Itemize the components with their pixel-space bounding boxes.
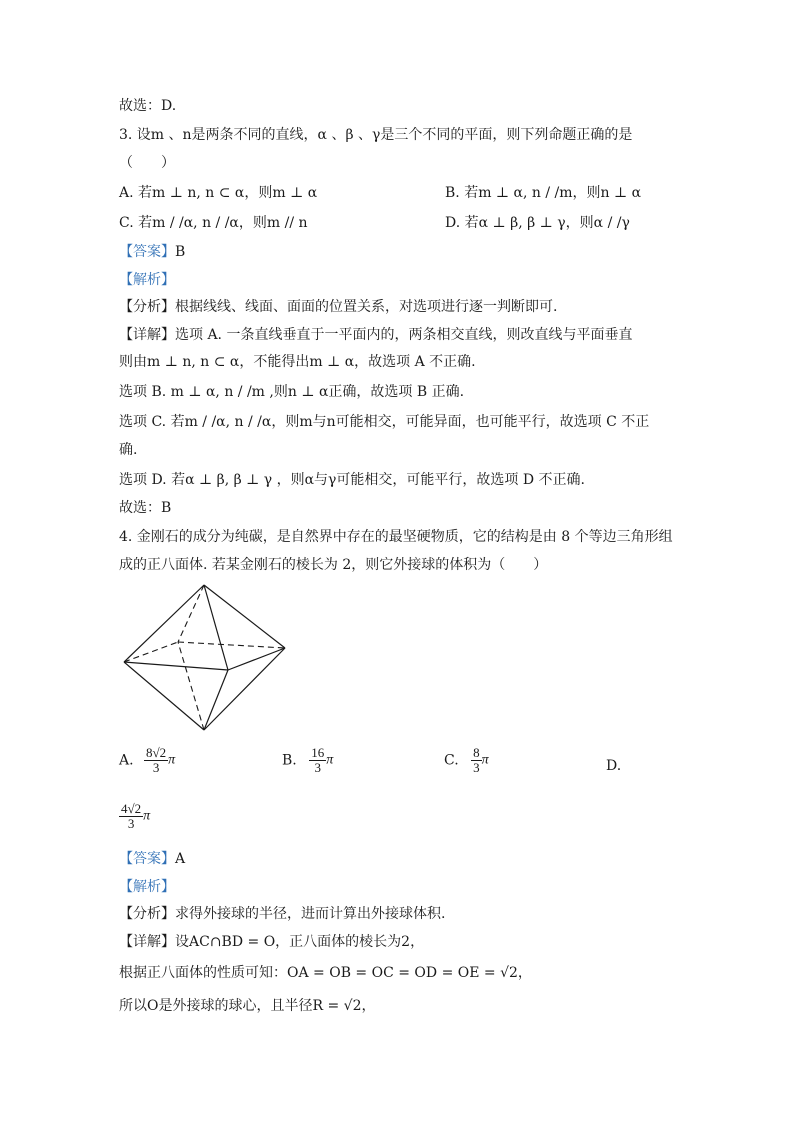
- xiangjie-tag: 【详解】: [119, 327, 175, 343]
- q3-option-d: D. 若α ⊥ β, β ⊥ γ，则α / /γ: [445, 215, 630, 231]
- edge-top-left: [124, 585, 204, 662]
- q4-stem-2: 成的正八面体. 若某金刚石的棱长为 2，则它外接球的体积为（ ）: [119, 557, 548, 573]
- option-c-denominator: 3: [473, 760, 480, 775]
- option-b-fraction: [309, 746, 326, 775]
- q3-xiangjie-6: 选项 D. 若α ⊥ β, β ⊥ γ ，则α与γ可能相交，可能平行，故选项 D 不正确.: [119, 472, 585, 488]
- q3-answer: [119, 242, 185, 262]
- option-d-fraction: [119, 802, 143, 831]
- q3-xiangjie-4: 选项 C. 若m / /α, n / /α，则m与n可能相交，可能异面，也可能平行，故选项 C 不正: [119, 414, 650, 430]
- pi-symbol: π: [143, 808, 151, 824]
- pi-symbol: π: [326, 752, 334, 768]
- q4-xiangjie-3: 所以O是外接球的球心，且半径R = √2，: [119, 998, 376, 1014]
- option-c-fraction: [471, 746, 482, 775]
- option-c-numerator: 8: [473, 745, 480, 760]
- hidden-bottom-back: [178, 642, 204, 730]
- q4-option-d: [606, 756, 621, 776]
- q3-fenxi: [119, 297, 557, 317]
- q4-stem-1: 4. 金刚石的成分为纯碳，是自然界中存在的最坚硬物质，它的结构是由 8 个等边三角形组: [119, 529, 673, 545]
- option-a-label: A.: [119, 752, 134, 769]
- option-a-fraction: [144, 746, 168, 775]
- q3-option-b: B. 若m ⊥ α, n / /m，则n ⊥ α: [445, 185, 642, 201]
- q3-xiangjie-3: 选项 B. m ⊥ α, n / /m ,则n ⊥ α正确，故选项 B 正确.: [119, 384, 465, 400]
- option-a-numerator: 8√2: [146, 745, 167, 760]
- option-d-numerator: 4√2: [121, 801, 142, 816]
- edge-bottom-left: [124, 662, 204, 730]
- q4-option-d-value: [119, 802, 150, 831]
- option-d-denominator: 3: [127, 816, 135, 831]
- q4-option-a: [119, 746, 175, 775]
- q3-xiangjie-2: 则由m ⊥ n, n ⊂ α，不能得出m ⊥ α，故选项 A 不正确.: [119, 354, 476, 370]
- edge-top-front: [204, 585, 228, 670]
- xiangjie-tag: 【详解】: [119, 934, 175, 950]
- q4-fenxi: [119, 904, 445, 924]
- q3-option-c: C. 若m / /α, n / /α，则m // n: [119, 215, 308, 231]
- edge-bottom-front: [204, 670, 228, 730]
- q4-option-b: [282, 746, 333, 775]
- q3-xiangjie-5: 确.: [119, 442, 138, 458]
- edge-top-right: [204, 585, 285, 648]
- answer-value: B: [175, 244, 186, 260]
- answer-tag: 【答案】: [119, 244, 175, 260]
- edge-bottom-right: [204, 648, 285, 730]
- fenxi-tag: 【分析】: [119, 299, 175, 315]
- fenxi-text: 根据线线、线面、面面的位置关系，对选项进行逐一判断即可.: [175, 299, 558, 315]
- q4-xiangjie-2: 根据正八面体的性质可知：OA = OB = OC = OD = OE = √2，: [119, 965, 532, 981]
- option-b-numerator: 16: [311, 745, 325, 760]
- q4-answer: [119, 849, 185, 869]
- q4-analysis-tag: 【解析】: [119, 879, 175, 895]
- prev-answer-line: 故选：D.: [119, 98, 177, 114]
- q4-xiangjie-1: [119, 932, 424, 952]
- pi-symbol: π: [481, 752, 489, 768]
- xiangjie-text: 设AC∩BD = O，正八面体的棱长为2，: [175, 934, 425, 950]
- q3-stem: 3. 设m 、n是两条不同的直线，α 、β 、γ是三个不同的平面，则下列命题正确的是: [119, 127, 633, 143]
- hidden-left-back: [124, 642, 178, 662]
- q3-paren: （ ）: [119, 155, 175, 171]
- q3-xiangjie-1: [119, 325, 632, 345]
- option-b-label: B.: [282, 752, 297, 769]
- fenxi-text: 求得外接球的半径，进而计算出外接球体积.: [175, 906, 446, 922]
- q3-analysis-tag: 【解析】: [119, 272, 175, 288]
- option-a-denominator: 3: [152, 760, 160, 775]
- edge-left-front: [124, 662, 228, 670]
- hidden-back-right: [178, 642, 285, 648]
- hidden-top-back: [178, 585, 204, 642]
- q3-select: 故选：B: [119, 500, 172, 516]
- octahedron-figure: [118, 582, 292, 734]
- q4-option-c: [444, 746, 489, 775]
- edge-front-right: [228, 648, 285, 670]
- option-d-label: D.: [606, 758, 622, 774]
- xiangjie-text: 选项 A. 一条直线垂直于一平面内的，两条相交直线，则改直线与平面垂直: [175, 327, 633, 343]
- fenxi-tag: 【分析】: [119, 906, 175, 922]
- answer-tag: 【答案】: [119, 851, 175, 867]
- q3-option-a: A. 若m ⊥ n, n ⊂ α，则m ⊥ α: [119, 185, 318, 201]
- option-b-denominator: 3: [314, 760, 321, 775]
- pi-symbol: π: [168, 752, 176, 768]
- answer-value: A: [175, 851, 186, 867]
- option-c-label: C.: [444, 752, 459, 769]
